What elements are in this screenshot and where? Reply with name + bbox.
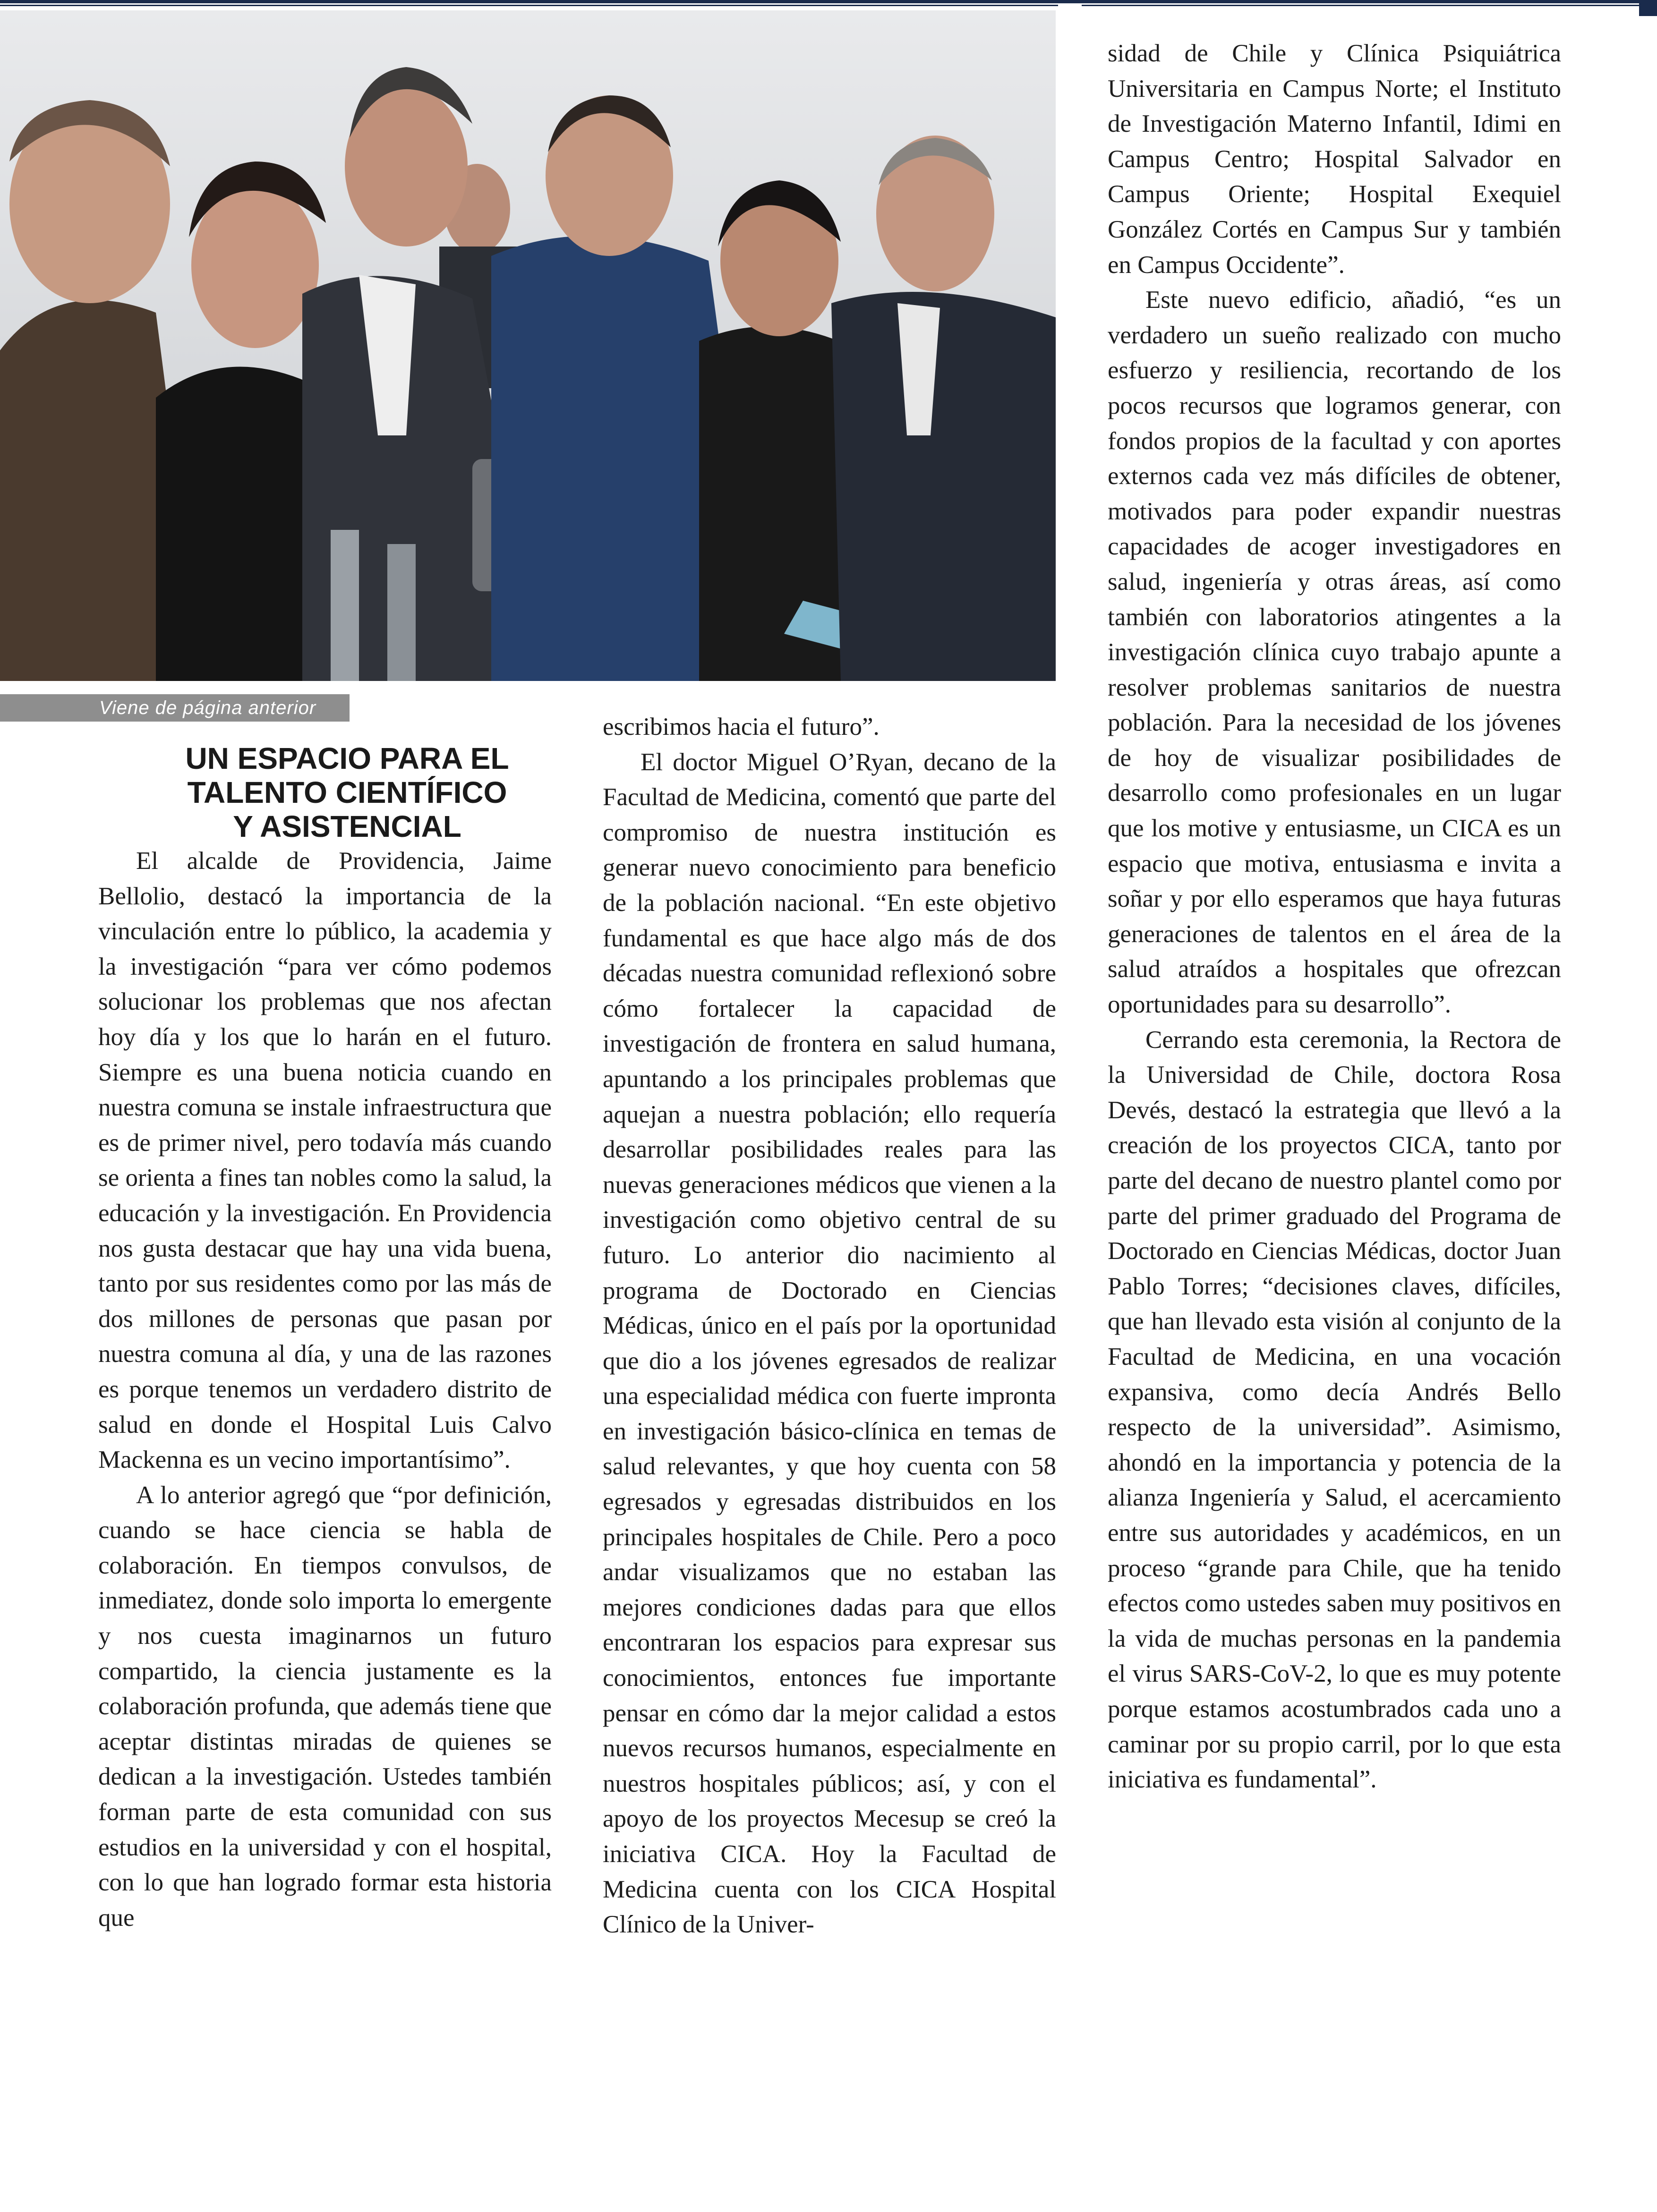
article-column-3 <box>1108 36 1561 2118</box>
top-rule <box>0 0 1657 3</box>
paragraph: El doctor Miguel O’Ryan, decano de la Facultad de Medicina, comentó que parte del compromiso de nuestra institución es generar nuevo conocimiento para beneficio de la población nacional. “En este objetivo fundamental es que hace algo más de dos décadas nuestra comunidad reflexionó sobre cómo fortalecer la capacidad de investigación de frontera en salud humana, apuntando a los principales problemas que aquejan a nuestra población; ello requería desarrollar posibilidades reales para las nuevas generaciones médicos que vienen a la investigación como objetivo central de su futuro. Lo anterior dio nacimiento al programa de Doctorado en Ciencias Médicas, único en el país por la oportunidad que dio a los jóvenes egresados de realizar una especialidad médica con fuerte impronta en investigación básico-clínica en temas de salud relevantes, y que hoy cuenta con 58 egresados y egresadas distribuidos en los principales hospitales de Chile. Pero a poco andar visualizamos que no estaban las mejores condiciones dadas para que ellos encontraran los espacios para expresar sus conocimientos, entonces fue importante pensar en cómo dar la mejor calidad a estos nuevos recursos humanos, especialmente en nuestros hospitales públicos; así, y con el apoyo de los proyectos Mecesup se creó la iniciativa CICA. Hoy la Facultad de Medicina cuenta con los CICA Hospital Clínico de la Univer- <box>603 748 1056 1939</box>
article-column-1 <box>98 843 552 2118</box>
paragraph: Cerrando esta ceremonia, la Rectora de la Universidad de Chile, doctora Rosa Devés, destacó la estrategia que llevó a la creación de los proyectos CICA, tanto por parte del decano de nuestro plantel como por parte del primer graduado del Programa de Doctorado en Ciencias Médicas, doctor Juan Pablo Torres; “decisiones claves, difíciles, que han llevado esta visión al conjunto de la Facultad de Medicina, en una vocación expansiva, como decía Andrés Bello respecto de la universidad”. Asimismo, ahondó en la importancia y potencia de la alianza Ingeniería y Salud, el acercamiento entre sus autoridades y académicos, en un proceso “grande para Chile, que ha tenido efectos como ustedes saben muy positivos en la vida de muchas personas en la pandemia el virus SARS-CoV-2, lo que es muy potente porque estamos acostumbrados cada uno a caminar por su propio carril, por lo que esta iniciativa es fundamental”. <box>1108 1026 1561 1794</box>
paragraph: escribimos hacia el futuro”. <box>603 713 880 740</box>
article-column-2 <box>603 709 1056 2117</box>
paragraph: sidad de Chile y Clínica Psiquiátrica Universitaria en Campus Norte; el Instituto de Investigación Materno Infantil, Idimi en Campus Centro; Hospital Salvador en Campus Oriente; Hospital Exequiel González Cortés en Campus Sur y también en Campus Occidente”. <box>1108 40 1561 279</box>
corner-tab <box>1639 0 1657 16</box>
headline-line-3: Y ASISTENCIAL <box>233 809 461 843</box>
article-photo <box>0 10 1056 681</box>
top-rule-thin-left <box>0 5 1058 6</box>
paragraph: El alcalde de Providencia, Jaime Bellolio, destacó la importancia de la vinculación entre lo público, la academia y la investigación “para ver cómo podemos solucionar los problemas que nos afectan hoy día y los que lo harán en el futuro. Siempre es una buena noticia cuando en nuestra comuna se instale infraestructura que es de primer nivel, pero todavía más cuando se orienta a fines tan nobles como la salud, la educación y la investigación. En Providencia nos gusta destacar que hay una vida buena, tanto por sus residentes como por las más de dos millones de personas que pasan por nuestra comuna al día, y una de las razones es porque tenemos un verdadero distrito de salud en donde el Hospital Luis Calvo Mackenna es un vecino importantísimo”. <box>98 847 552 1474</box>
paragraph: Este nuevo edificio, añadió, “es un verdadero un sueño realizado con mucho esfuerzo y resiliencia, recortando de los pocos recursos que logramos generar, con fondos propios de la facultad y con aportes externos cada vez más difíciles de obtener, motivados para poder expandir nuestras capacidades de acoger investigadores en salud, ingeniería y otras áreas, así como también con laboratorios atingentes a la investigación clínica cuyo trabajo apunte a resolver problemas sanitarios de nuestra población. Para la necesidad de los jóvenes de hoy de visualizar posibilidades de desarrollo como profesionales en un lugar que los motive y entusiasme, un CICA es un espacio que motiva, entusiasma e invita a soñar y por ello esperamos que haya futuras generaciones de talentos en el área de la salud atraídos a hospitales que ofrezcan oportunidades para su desarrollo”. <box>1108 286 1561 1019</box>
headline-line-1: UN ESPACIO PARA EL <box>185 741 509 775</box>
paragraph: A lo anterior agregó que “por definición, cuando se hace ciencia se habla de colaboración. En tiempos convulsos, de inmediatez, donde solo importa lo emergente y nos cuesta imaginarnos un futuro compartido, la ciencia justamente es la colaboración profunda, que además tiene que aceptar distintas miradas de quienes se dedican a la investigación. Ustedes también forman parte de esta comunidad con sus estudios en la universidad y con el hospital, con lo que han logrado formar esta historia que <box>98 1481 552 1931</box>
photo-seated-officials-icon <box>0 10 1056 681</box>
continued-from-tag: Viene de página anterior <box>0 694 350 722</box>
headline-line-2: TALENTO CIENTÍFICO <box>187 775 507 809</box>
section-headline <box>97 741 598 843</box>
top-rule-thin-right <box>1082 5 1657 6</box>
